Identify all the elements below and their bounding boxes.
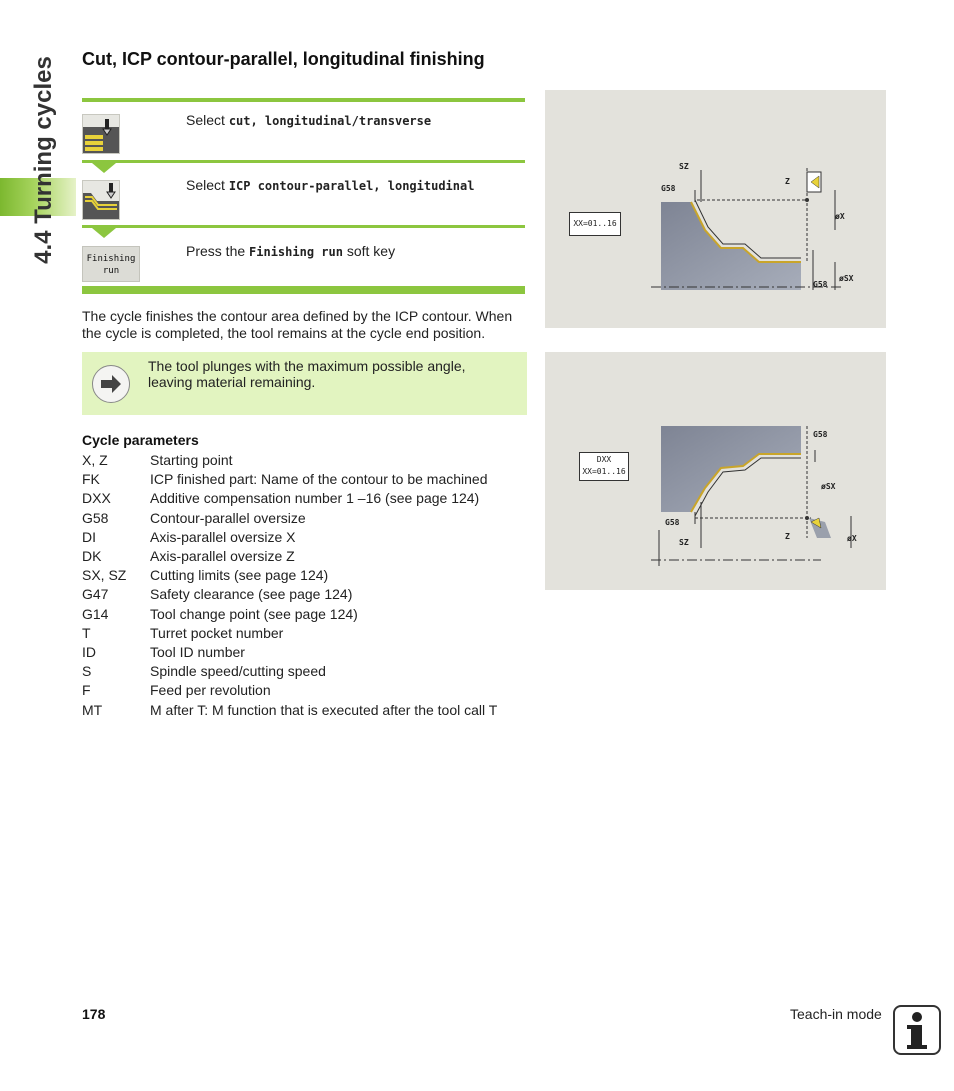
- info-icon: [893, 1005, 941, 1055]
- param-key: G14: [82, 605, 109, 622]
- compensation-box: [579, 452, 629, 481]
- param-key: FK: [82, 471, 100, 488]
- figure-finishing-longitudinal-inside: [545, 352, 886, 590]
- step-2-text: Select ICP contour-parallel, longitudinal: [186, 177, 475, 193]
- step-arrow: [92, 163, 116, 173]
- param-key: G47: [82, 586, 109, 603]
- param-key: DI: [82, 528, 96, 545]
- steps-end-bar: [82, 286, 525, 294]
- step-divider: [82, 160, 525, 163]
- param-value: Safety clearance (see page 124): [150, 586, 353, 603]
- label-g58-bottom: G58: [665, 518, 680, 527]
- chapter-tab: [0, 0, 80, 400]
- label-z: Z: [785, 532, 790, 541]
- params-title: Cycle parameters: [82, 432, 199, 448]
- description: The cycle finishes the contour area defined by the ICP contour. When the cycle is completed, the tool remains at the cycle end position.: [82, 308, 513, 341]
- param-value: Additive compensation number 1 –16 (see page 124): [150, 490, 480, 507]
- label-sx: øSX: [821, 482, 836, 491]
- box-line2: XX=01..16: [582, 467, 626, 476]
- icp-contour-parallel-icon: [82, 180, 120, 220]
- param-value: Spindle speed/cutting speed: [150, 663, 326, 680]
- figure-finishing-longitudinal: [545, 90, 886, 328]
- label-sz: SZ: [679, 538, 689, 547]
- param-value: Axis-parallel oversize X: [150, 528, 296, 545]
- step-1-text: Select cut, longitudinal/transverse: [186, 112, 432, 128]
- param-value: Contour-parallel oversize: [150, 509, 306, 526]
- param-value: Tool ID number: [150, 644, 245, 660]
- step-3-text: Press the Finishing run soft key: [186, 243, 396, 259]
- param-value: ICP finished part: Name of the contour to be machined: [150, 471, 488, 488]
- param-key: T: [82, 624, 91, 641]
- label-g58-bottom: G58: [813, 280, 828, 289]
- param-key: G58: [82, 509, 109, 526]
- section-heading: Cut, ICP contour-parallel, longitudinal finishing: [82, 49, 485, 69]
- param-value: Starting point: [150, 452, 233, 468]
- box-line1: DXX: [596, 455, 612, 464]
- param-value: Cutting limits (see page 124): [150, 567, 329, 584]
- finishing-run-softkey[interactable]: [82, 246, 140, 282]
- param-key: DXX: [82, 490, 111, 507]
- param-key: S: [82, 663, 92, 680]
- step-divider: [82, 225, 525, 228]
- cut-longitudinal-icon: [82, 114, 120, 154]
- param-key: MT: [82, 701, 103, 718]
- label-z: Z: [785, 177, 790, 186]
- softkey-label-line1: Finishing: [86, 254, 136, 264]
- compensation-box: XX=01..16: [569, 212, 621, 236]
- arrow-right-icon: [92, 365, 130, 403]
- note-text: The tool plunges with the maximum possible angle, leaving material remaining.: [148, 358, 466, 390]
- label-g58: G58: [661, 184, 676, 193]
- footer-text: Teach-in mode: [790, 1006, 882, 1022]
- step-divider: [82, 98, 525, 102]
- param-value: Axis-parallel oversize Z: [150, 548, 295, 564]
- step-arrow: [92, 228, 116, 238]
- param-key: F: [82, 682, 91, 699]
- label-sz: SZ: [679, 162, 689, 171]
- param-value: Turret pocket number: [150, 624, 284, 641]
- label-x: øX: [847, 534, 857, 543]
- label-x: øX: [835, 212, 845, 221]
- param-key: SX, SZ: [82, 567, 127, 584]
- param-key: ID: [82, 644, 96, 660]
- param-value: Feed per revolution: [150, 682, 271, 699]
- label-sx: øSX: [839, 274, 854, 283]
- chapter-title: 4.4 Turning cycles: [30, 56, 57, 264]
- softkey-label-line2: run: [102, 266, 120, 276]
- page-number: 178: [82, 1006, 106, 1022]
- param-value: M after T: M function that is executed after the tool call T: [150, 701, 498, 718]
- param-key: DK: [82, 548, 102, 564]
- param-value: Tool change point (see page 124): [150, 605, 358, 622]
- param-key: X, Z: [82, 452, 108, 468]
- label-g58: G58: [813, 430, 828, 439]
